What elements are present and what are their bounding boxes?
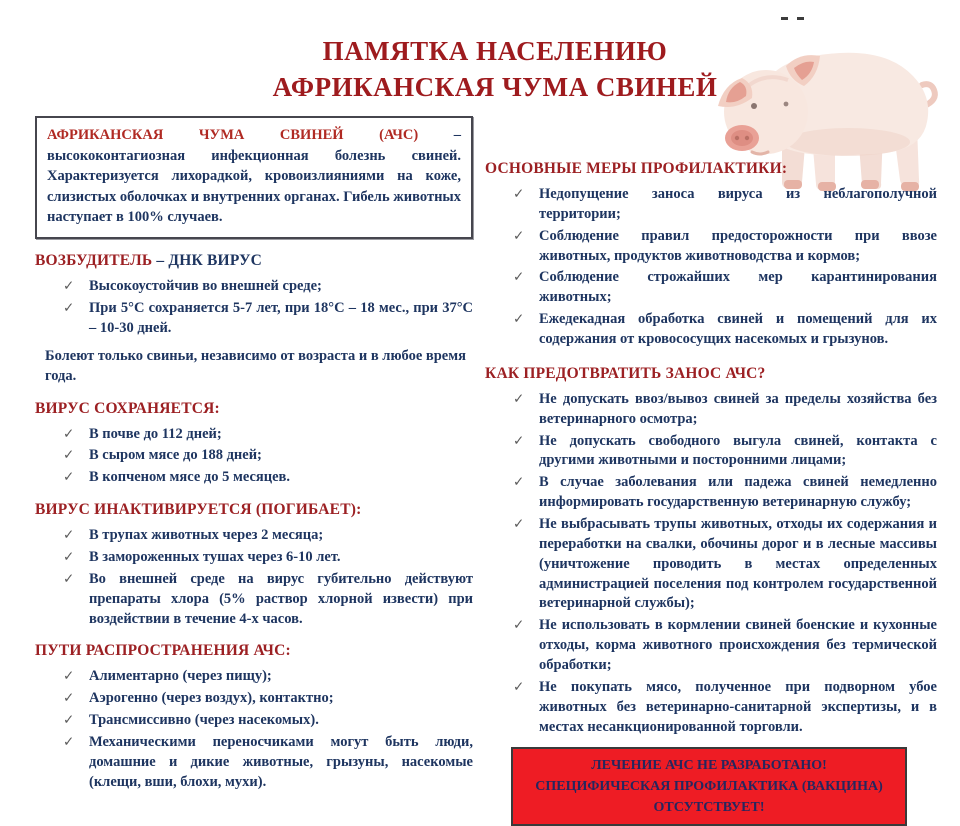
prevention-list — [513, 185, 937, 350]
checkmark-icon: ✓ — [513, 617, 525, 634]
list-item: ✓ Ежедекадная обработка свиней и помещений для их содержания от кровососущих насекомых и грызунов. — [513, 311, 937, 348]
checkmark-icon: ✓ — [513, 678, 525, 695]
intro-box — [35, 116, 473, 239]
list-item: ✓ Не выбрасывать трупы животных, отходы их содержания и переработки на свалки, обочины дорог и в лесные массивы (уничтожение проводить в местах определенных администрацией поселения под контролем государственной ветеринарной службы); — [513, 516, 937, 612]
list-item: ✓ Не допускать ввоз/вывоз свиней за пределы хозяйства без ветеринарного осмотра; — [513, 390, 937, 427]
section-heading-pathogen: ВОЗБУДИТЕЛЬ – ДНК ВИРУС — [35, 251, 263, 269]
intro-text: – высококонтагиозная инфекционная болезнь свиней. Характеризуется лихорадкой, кровоизлияниями на коже, слизистых оболочках и внутренних органах. Гибель животных наступает в 100% случаев. — [47, 127, 461, 226]
list-item: ✓ Алиментарно (через пищу); — [63, 668, 272, 685]
section-heading-prevention: ОСНОВНЫЕ МЕРЫ ПРОФИЛАКТИКИ: — [485, 160, 788, 177]
section-heading-persists: ВИРУС СОХРАНЯЕТСЯ: — [35, 399, 220, 417]
list-item: ✓ В копченом мясе до 5 месяцев. — [63, 469, 291, 486]
list-item: ✓ Соблюдение правил предосторожности при ввозе животных, продуктов животноводства и кормов; — [513, 227, 937, 264]
intro-lead: АФРИКАНСКАЯ ЧУМА СВИНЕЙ (АЧС) — [47, 127, 419, 143]
checkmark-icon: ✓ — [63, 447, 75, 464]
list-item: ✓ В сыром мясе до 188 дней; — [63, 447, 262, 464]
list-item: ✓ Не допускать свободного выгула свиней, контакта с другими животными и посторонними лицами; — [513, 432, 937, 469]
checkmark-icon: ✓ — [513, 432, 525, 449]
list-item: ✓ Трансмиссивно (через насекомых). — [63, 712, 319, 729]
right-column — [485, 160, 937, 826]
checkmark-icon: ✓ — [63, 527, 75, 544]
list-item: ✓ В случае заболевания или падежа свиней немедленно информировать государственную ветеринарную службу; — [513, 474, 937, 511]
list-item: ✓ Аэрогенно (через воздух), контактно; — [63, 690, 334, 707]
list-item: ✓ Не использовать в кормлении свиней боенские и кухонные отходы, корма животного происхождения без термической обработки; — [513, 617, 937, 674]
inactivated-list — [63, 526, 473, 629]
page-title-line2: АФРИКАНСКАЯ ЧУМА СВИНЕЙ — [272, 71, 718, 102]
page-title-line1: ПАМЯТКА НАСЕЛЕНИЮ — [322, 36, 668, 66]
checkmark-icon: ✓ — [513, 311, 525, 328]
checkmark-icon: ✓ — [513, 186, 525, 202]
checkmark-icon: ✓ — [513, 227, 525, 244]
list-item: ✓ Высокоустойчив во внешней среде; — [63, 277, 322, 294]
checkmark-icon: ✓ — [513, 269, 525, 286]
warning-line1: ЛЕЧЕНИЕ АЧС НЕ РАЗРАБОТАНО! — [591, 758, 827, 774]
list-item: ✓ В почве до 112 дней; — [63, 425, 222, 442]
pathogen-note: Болеют только свиньи, независимо от возраста и в любое время года. — [45, 348, 466, 385]
checkmark-icon: ✓ — [63, 299, 75, 316]
checkmark-icon: ✓ — [63, 425, 75, 442]
section-heading-inactivated: ВИРУС ИНАКТИВИРУЕТСЯ (ПОГИБАЕТ): — [35, 501, 362, 519]
checkmark-icon: ✓ — [63, 690, 75, 707]
spread-list — [63, 667, 473, 792]
prevent-introduction-list — [513, 390, 937, 738]
checkmark-icon: ✓ — [63, 668, 75, 685]
list-item: ✓ Недопущение заноса вируса из неблагополучной территории; — [513, 186, 937, 222]
persists-list — [63, 425, 473, 489]
list-item: ✓ Соблюдение строжайших мер карантинирования животных; — [513, 269, 937, 306]
checkmark-icon: ✓ — [63, 277, 75, 294]
checkmark-icon: ✓ — [513, 474, 525, 491]
warning-line2: СПЕЦИФИЧЕСКАЯ ПРОФИЛАКТИКА (ВАКЦИНА) — [535, 779, 883, 795]
checkmark-icon: ✓ — [63, 734, 75, 751]
list-item: ✓ Не покупать мясо, полученное при подворном убое животных без ветеринарно-санитарной экспертизы, и в местах несанкционированной торговли. — [513, 678, 937, 735]
checkmark-icon: ✓ — [63, 570, 75, 587]
left-column — [35, 116, 473, 795]
section-heading-spread: ПУТИ РАСПРОСТРАНЕНИЯ АЧС: — [35, 642, 291, 660]
checkmark-icon: ✓ — [63, 712, 75, 729]
checkmark-icon: ✓ — [513, 390, 525, 407]
list-item: ✓ Механическими переносчиками могут быть люди, домашние и дикие животные, грызуны, насекомые (клещи, вши, блохи, мухи). — [63, 734, 473, 790]
list-item: ✓ Во внешней среде на вирус губительно действуют препараты хлора (5% раствор хлорной извести) при воздействии в течение 4-х часов. — [63, 570, 473, 627]
section-heading-prevent-introduction: КАК ПРЕДОТВРАТИТЬ ЗАНОС АЧС? — [485, 364, 766, 382]
checkmark-icon: ✓ — [513, 516, 525, 533]
list-item: ✓ При 5°С сохраняется 5-7 лет, при 18°С – 18 мес., при 37°С – 10-30 дней. — [63, 299, 473, 336]
pathogen-list — [63, 277, 473, 339]
warning-box — [511, 747, 907, 826]
warning-line3: ОТСУТСТВУЕТ! — [653, 800, 765, 816]
list-item: ✓ В трупах животных через 2 месяца; — [63, 527, 324, 544]
checkmark-icon: ✓ — [63, 549, 75, 566]
list-item: ✓ В замороженных тушах через 6-10 лет. — [63, 549, 341, 566]
checkmark-icon: ✓ — [63, 469, 75, 486]
